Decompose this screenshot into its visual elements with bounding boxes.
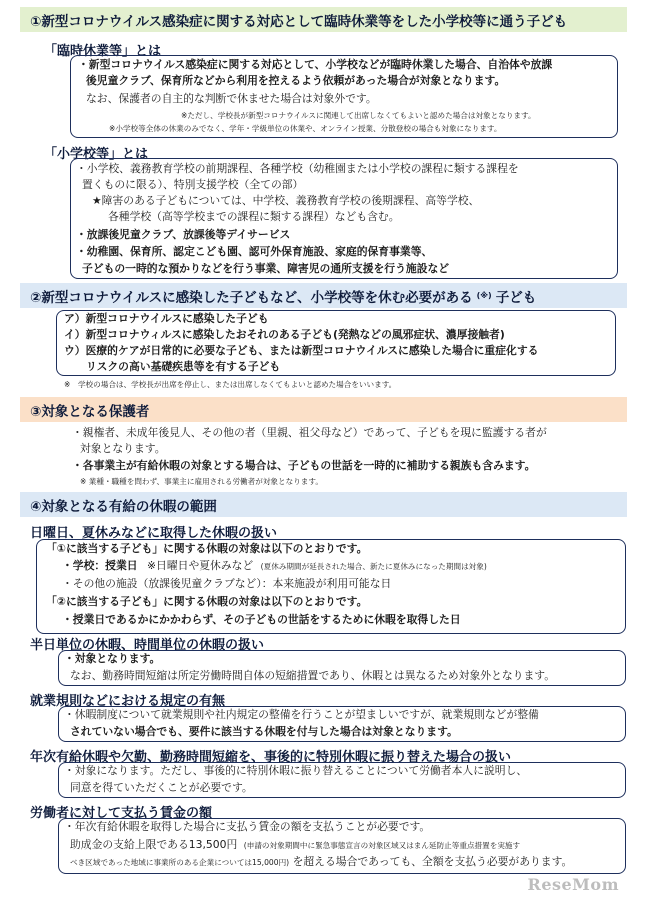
shogakko-line: 置くものに限る）、特別支援学校（全ての部） [82,178,304,191]
infected-item: ア）新型コロナウイルスに感染した子ども [64,312,269,325]
holiday-line: 「①に該当する子ども」に関する休暇の対象は以下のとおりです。 [46,542,368,555]
rinji-line: ・新型コロナウイルス感染症に関する対応として、小学校などが臨時休業した場合、自治体や放課 [78,58,553,71]
shogakko-line: ★障害のある子どもについては、中学校、義務教育学校の後期課程、高等学校、 [92,194,480,207]
heading-transfer: 年次有給休暇や欠勤、勤務時間短縮を、事後的に特別休暇に振り替えた場合の扱い [30,750,512,765]
transfer-line: 同意を得ていただくことが必要です。 [70,781,253,794]
rinji-line: なお、保護者の自主的な判断で休ませた場合は対象外です。 [86,92,377,105]
infected-note: ※ 学校の場合は、学校長が出席を停止し、または出席しなくてもよいと認めた場合をいいます。 [64,380,397,389]
wage-line: ・年次有給休暇を取得した場合に支払う賃金の額を支払うことが必要です。 [64,820,431,833]
holiday-sunday-note: (夏休み期間が延長された場合、新たに夏休みになった期間は対象) [260,562,487,571]
wage-limit-note-cont: べき区域であった地域に事業所のある企業については15,000円) [70,858,290,867]
infected-item: リスクの高い基礎疾患等を有する子ども [86,360,281,373]
heading-shogakko: 「小学校等」とは [44,147,149,162]
guardian-line: ・親権者、未成年後見人、その他の者（里親、祖父母など）であって、子どもを現に監護する者が [72,426,547,439]
section-2-title-text: ②新型コロナウイルスに感染した子どもなど、小学校等を休む必要がある [30,289,473,306]
heading-halfday: 半日単位の休暇、時間単位の休暇の扱い [30,638,265,653]
transfer-line: ・対象になります。ただし、事後的に特別休暇に振り替えることについて労働者本人に説明し、 [64,764,528,777]
wage-line [70,838,520,853]
wage-limit: 助成金の支給上限である13,500円 [70,838,238,851]
rules-line: ・休暇制度について就業規則や社内規定の整備を行うことが望ましいですが、就業規則などが整備 [64,708,539,721]
section-2-title-tail: 子ども [495,289,537,306]
holiday-line: 「②に該当する子ども」に関する休暇の対象は以下のとおりです。 [46,595,368,608]
holiday-line: ・その他の施設（放課後児童クラブなど）：本来施設が利用可能な日 [62,577,392,590]
shogakko-line: ・放課後児童クラブ、放課後等デイサービス [76,228,291,241]
rules-line: されていない場合でも、要件に該当する休暇を付与した場合は対象となります。 [70,725,458,738]
guardian-line: ・各事業主が有給休暇の対象とする場合は、子どもの世話を一時的に補助する親族も含みます。 [72,459,536,472]
infected-item: イ）新型コロナウィルスに感染したおそれのある子ども(発熱などの風邪症状、濃厚接触者) [64,328,505,341]
shogakko-line: ・幼稚園、保育所、認定こども園、認可外保育施設、家庭的保育事業等、 [76,245,433,258]
wage-tail: を超える場合であっても、全額を支払う必要があります。 [292,855,573,868]
heading-holiday: 日曜日、夏休みなどに取得した休暇の扱い [30,526,278,541]
section-1-title: ①新型コロナウイルス感染症に関する対応として臨時休業等をした小学校等に通う子ども [20,7,627,32]
heading-rinji: 「臨時休業等」とは [44,44,162,59]
halfday-line: なお、勤務時間短縮は所定労働時間自体の短縮措置であり、休暇とは異なるため対象外となります。 [70,669,555,682]
section-3-title: ③対象となる保護者 [20,397,627,422]
heading-wage: 労働者に対して支払う賃金の額 [30,806,213,821]
holiday-line [62,559,487,574]
section-2-title-note: (※) [476,291,492,300]
heading-rules: 就業規則などにおける規定の有無 [30,694,226,709]
holiday-school: ・学校：授業日 [62,559,138,572]
shogakko-line: ・小学校、義務教育学校の前期課程、各種学校（幼稚園または小学校の課程に類する課程を [76,162,519,175]
wage-line [70,855,572,870]
holiday-line: ・授業日であるかにかかわらず、その子どもの世話をするために休暇を取得した日 [62,613,461,626]
section-2-title [20,283,627,308]
resemom-logo: ReseMom [527,875,619,894]
guardian-line: 対象となります。 [80,442,166,455]
rinji-line: 後児童クラブ、保育所などから利用を控えるよう依頼があった場合が対象となります。 [86,74,506,87]
section-4-title: ④対象となる有給の休暇の範囲 [20,492,627,517]
shogakko-line: 子どもの一時的な預かりなどを行う事業、障害児の通所支援を行う施設など [82,262,450,275]
guardian-note: ※ 業種・職種を問わず、事業主に雇用される労働者が対象となります。 [80,477,323,486]
halfday-line: ・対象となります。 [64,652,161,665]
rinji-note: ※ただし、学校長が新型コロナウイルスに関連して出席しなくてもよいと認めた場合は対象となります。 [181,111,536,120]
infected-item: ウ）医療的ケアが日常的に必要な子ども、または新型コロナウイルスに感染した場合に重症化する [64,344,539,357]
rinji-note: ※小学校等全体の休業のみでなく、学年・学級単位の休業や、オンライン授業、分散登校の場合も対象になります。 [109,124,502,133]
holiday-sunday: ※日曜日や夏休みなど [147,559,254,572]
wage-limit-note: (申請の対象期間中に緊急事態宣言の対象区域又はまん延防止等重点措置を実施す [243,841,521,850]
shogakko-line: 各種学校（高等学校までの課程に類する課程）なども含む。 [108,210,400,223]
